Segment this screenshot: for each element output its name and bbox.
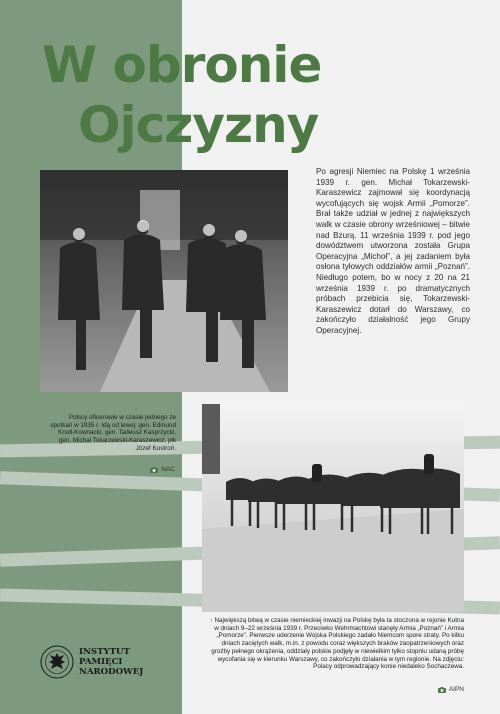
logo-line: NARODOWEJ (79, 667, 144, 677)
logo-wordmark (79, 647, 143, 677)
camera-icon (438, 687, 446, 693)
page-title-line1: W obronie (42, 36, 322, 94)
arrow-up-icon: ↑ (209, 617, 213, 624)
logo-line: PAMIĘCI (79, 657, 123, 667)
photo-credit-officers (150, 466, 175, 473)
page-title-line2: Ojczyzny (78, 96, 319, 154)
photo-horses (202, 404, 464, 612)
caption-officers (48, 414, 176, 453)
arrow-up-icon: ↑ (63, 414, 68, 421)
caption-officers-text: Polscy oficerowie w czasie jednego ze spotkań w 1935 r. Idą od lewej: gen. Edmund Knoll-Kownacki, gen. Tadeusz Kasprzycki, gen. Michał Tokarzewski-Karaszewicz, płk Józef Kustroń. (50, 414, 176, 452)
photo-officers (40, 170, 288, 392)
caption-horses-text: Największą bitwą w czasie niemieckiej inwazji na Polskę była ta stoczona w rejonie Kutna w dniach 9–22 września 1939 r. Przeciwko Wehrmachtowi stanęły Armia „Poznań” i Armia „Pomorze”. Pierwsze uderzenie Wojska Polskiego zadało Niemcom spore straty. Po kilku dniach zaciętych walk, m.in. z powodu coraz większych braków zaopatrzeniowych oraz groźby pełnego okrążenia, oddziały polskie podjęły w niewielkim tylko stopniu udaną próbę wycofania się w kierunku Warszawy, co zakończyło działania w tym regionie. Na zdjęciu: Polacy odprowadzający konie niedaleko Sochaczewa. (211, 617, 464, 671)
photo-credit-label: AIPN (448, 686, 464, 693)
logo-line: INSTYTUT (79, 647, 130, 657)
photo-credit-horses (438, 686, 464, 693)
photo-credit-label: NAC (161, 466, 175, 473)
camera-icon (150, 467, 158, 473)
ipn-logo (40, 645, 143, 679)
eagle-seal-icon (40, 645, 74, 679)
intro-text: Po agresji Niemiec na Polskę 1 września 1939 r. gen. Michał Tokarzewski-Karaszewicz zajmował się koordynacją wycofujących się wojsk Armii „Pomorze”. Brał także udział w jednej z największych walk w czasie obrony wrześniowej – bitwie nad Bzurą. 11 września 1939 r. pod jego dowództwem utworzona została Grupa Operacyjna „Michoł”, a jej zadaniem była osłona tyłowych oddziałów armii „Poznań”. Niedługo potem, bo w nocy z 20 na 21 września 1939 r. po dramatycznych próbach przebicia się, Tokarzewski-Karaszewicz dotarł do Warszawy, co zakończyło działalność jego Grupy Operacyjnej. (316, 167, 470, 335)
caption-horses (206, 617, 464, 671)
